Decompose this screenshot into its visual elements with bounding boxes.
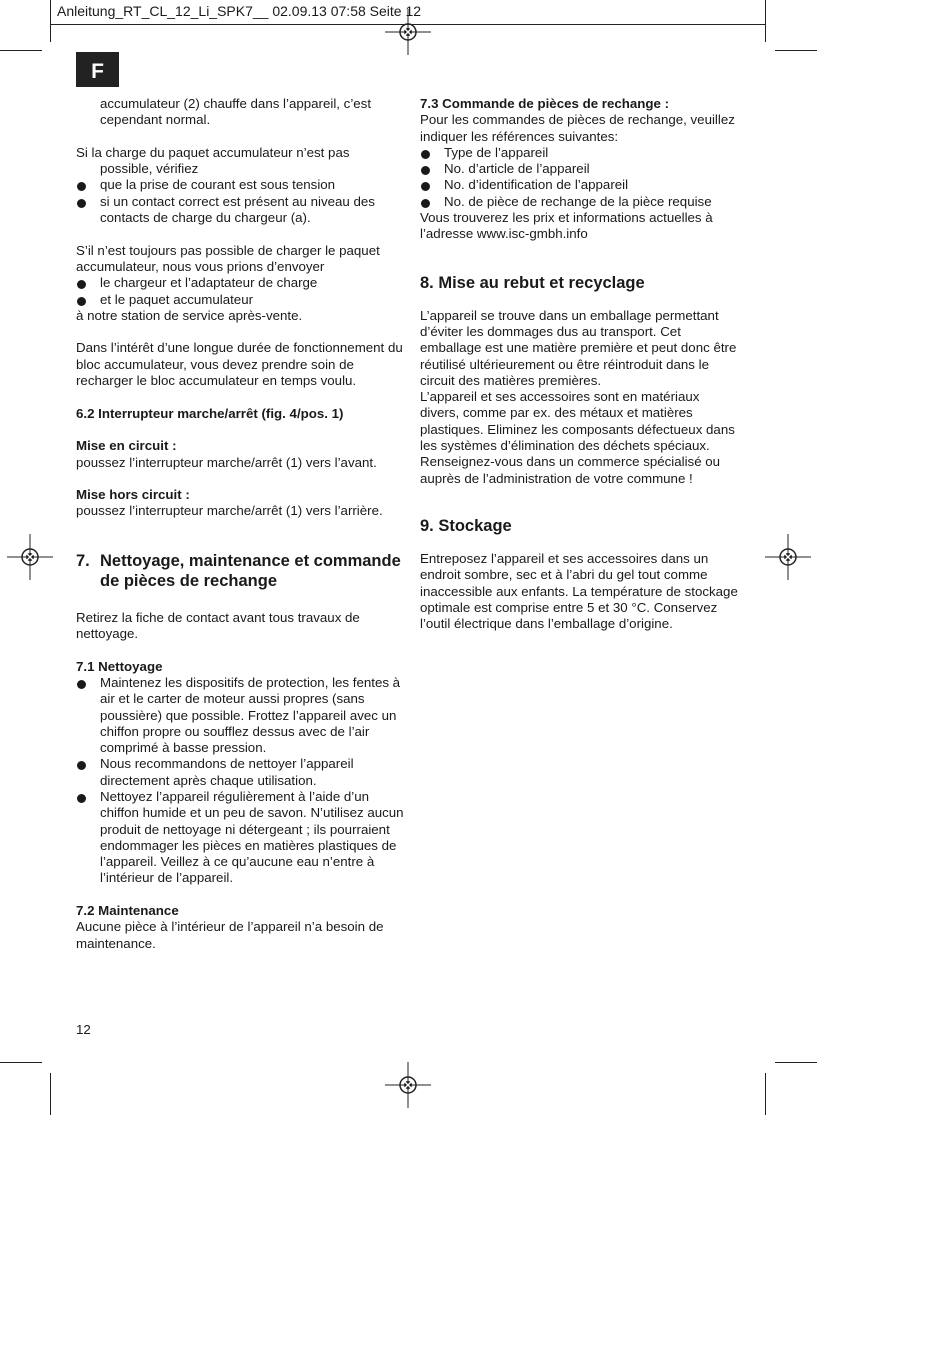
section-heading-6-2: 6.2 Interrupteur marche/arrêt (fig. 4/pos. 1) [76,405,344,421]
registration-mark-icon [385,1062,431,1108]
paragraph: poussez l’interrupteur marche/arrêt (1) vers l’arrière. [76,503,383,519]
list-item-text: Type de l’appareil [444,144,549,160]
crop-mark-br-h [775,1062,817,1063]
section-heading-7 [76,551,406,591]
bullet-dot-icon [77,761,86,770]
crop-mark-tl-v [50,0,51,42]
list-item-text: Nettoyez l’appareil régulièrement à l’aide d’un chiffon humide et un peu de savon. N’utilisez aucun produit de nettoyage ni détergeant ; ils pourraient endommager les pièces en matières plastiques de l’appareil. Veillez à ce qu’aucune eau n’entre à l’intérieur de l’appareil. [100,788,404,886]
bullet-dot-icon [77,794,86,803]
subheading-mise-en-circuit: Mise en circuit : [76,438,177,454]
subheading-mise-hors-circuit: Mise hors circuit : [76,487,190,503]
paragraph: Entreposez l’appareil et ses accessoires dans un endroit sombre, sec et à l’abri du gel tout comme inaccessible aux enfants. La température de stockage optimale est comprise entre 5 et 30 °C. Conservez l’outil électrique dans l’emballage d’origine. [420,550,738,632]
paragraph: Pour les commandes de pièces de rechange, veuillez indiquer les références suivantes: [420,112,735,144]
section-title: Nettoyage, maintenance et commande de pièces de rechange [100,551,401,590]
crop-mark-tr-h [775,50,817,51]
section-heading-7-2: 7.2 Maintenance [76,903,179,919]
print-header-text: Anleitung_RT_CL_12_Li_SPK7__ 02.09.13 07:58 Seite 12 [57,3,422,19]
list-item-text: Nous recommandons de nettoyer l’appareil directement après chaque utilisation. [100,756,354,788]
right-column [420,96,740,632]
paragraph-line: accumulateur, nous vous prions d’envoyer [76,258,325,274]
bullet-dot-icon [421,166,430,175]
list-item-text: No. d’article de l’appareil [444,161,590,177]
paragraph-line: accumulateur (2) chauffe dans l’appareil, c’est [100,96,372,111]
list-item-text: que la prise de courant est sous tension [100,177,336,193]
list-item-text: No. de pièce de rechange de la pièce requise [444,193,712,209]
crop-mark-tl-h [0,50,42,51]
list-item-text: No. d’identification de l’appareil [444,177,629,193]
left-column [76,96,406,952]
crop-mark-bl-v [50,1073,51,1115]
language-badge: F [76,52,119,87]
list-item-text: si un contact correct est présent au niveau des contacts de charge du chargeur (a). [100,193,375,226]
paragraph: Vous trouverez les prix et informations actuelles à l’adresse www.isc-gmbh.info [420,210,713,242]
registration-mark-icon [765,534,811,580]
section-number: 7. [76,551,90,570]
list-item [76,789,406,887]
bullet-dot-icon [77,199,86,208]
paragraph-line: Si la charge du paquet accumulateur n’est pas [76,144,350,160]
list-item [420,161,740,177]
list-item [76,177,406,193]
list-item [420,177,740,193]
bullet-dot-icon [77,280,86,289]
bullet-dot-icon [421,150,430,159]
list-item [76,194,406,227]
list-item-text: Maintenez les dispositifs de protection, les fentes à air et le carter de moteur aussi propres (sans poussière) que possible. Frottez l’appareil avec un chiffon propre ou soufflez dessus avec de l’air comprimé à basse pression. [100,674,401,756]
list-item [76,292,406,308]
bullet-dot-icon [421,182,430,191]
section-heading-8: 8. Mise au rebut et recyclage [420,273,645,292]
list-item [420,145,740,161]
section-heading-9: 9. Stockage [420,516,512,535]
paragraph: L’appareil et ses accessoires sont en matériaux divers, comme par ex. des métaux et matières plastiques. Eliminez les composants défectueux dans les systèmes d’élimination des déchets spéciaux. Renseignez-vous dans un commerce spécialisé ou auprès de l’administration de votre commune ! [420,389,735,486]
paragraph-line: S’il n’est toujours pas possible de charger le paquet [76,242,380,258]
list-item-text: et le paquet accumulateur [100,291,254,307]
paragraph-line: cependant normal. [100,112,211,128]
paragraph: poussez l’interrupteur marche/arrêt (1) vers l’avant. [76,454,377,470]
list-item [76,675,406,756]
list-item-text: le chargeur et l’adaptateur de charge [100,275,318,291]
paragraph: Retirez la fiche de contact avant tous travaux de nettoyage. [76,609,360,642]
paragraph: L’appareil se trouve dans un emballage permettant d’éviter les dommages dus au transport. Cet emballage est une matière première et peut donc être réutilisé ultérieurement ou être réintroduit dans le circuit des matières premières. [420,307,737,388]
paragraph: Dans l’intérêt d’une longue durée de fonctionnement du bloc accumulateur, vous devez prendre soin de recharger le bloc accumulateur en temps voulu. [76,340,403,389]
paragraph: Aucune pièce à l’intérieur de l’appareil n’a besoin de maintenance. [76,919,384,951]
page-number: 12 [76,1022,91,1037]
crop-mark-tr-v [765,0,766,42]
bullet-dot-icon [77,182,86,191]
paragraph-line: à notre station de service après-vente. [76,307,303,323]
bullet-dot-icon [421,199,430,208]
paragraph-line: possible, vérifiez [100,161,199,177]
registration-mark-icon [385,9,431,55]
bullet-dot-icon [77,680,86,689]
list-item [76,275,406,291]
bullet-dot-icon [77,297,86,306]
list-item [76,756,406,789]
list-item [420,194,740,210]
crop-mark-br-v [765,1073,766,1115]
section-heading-7-3: 7.3 Commande de pièces de rechange : [420,96,670,111]
crop-mark-bl-h [0,1062,42,1063]
registration-mark-icon [7,534,53,580]
section-heading-7-1: 7.1 Nettoyage [76,658,163,674]
